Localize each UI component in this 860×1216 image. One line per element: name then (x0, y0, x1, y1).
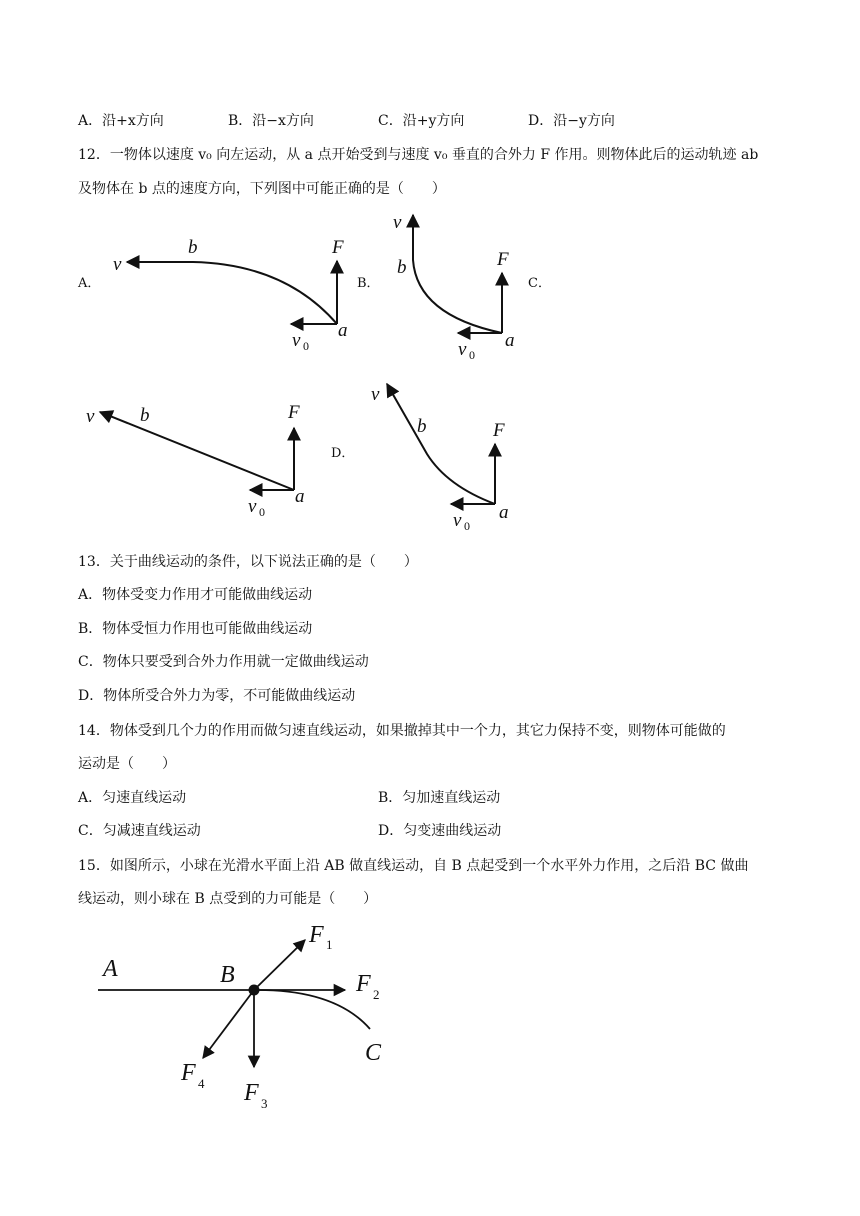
b-label: b (417, 416, 427, 437)
q15-stem-line1: 15．如图所示，小球在光滑水平面上沿 AB 做直线运动，自 B 点起受到一个水平外力作用，之后沿 BC 做曲 (78, 858, 749, 874)
F-label: F (332, 237, 344, 258)
force-f4-arrow (203, 990, 254, 1058)
q14-option-d: D．匀变速曲线运动 (378, 823, 502, 839)
force-f1-arrow (254, 940, 305, 990)
v-label: v (86, 406, 95, 427)
q13-option-b: B．物体受恒力作用也可能做曲线运动 (78, 621, 313, 637)
q11-option-b: B．沿−x方向 (228, 113, 314, 129)
q13-option-d: D．物体所受合外力为零，不可能做曲线运动 (78, 688, 356, 704)
F-label: F (497, 249, 509, 270)
v0-label: v (458, 339, 467, 360)
label-f3: F (244, 1080, 259, 1106)
q12-figure-c (80, 398, 330, 523)
label-c: C (365, 1040, 382, 1066)
v0-label: v (292, 330, 301, 351)
q15-figure (95, 915, 405, 1120)
q11-option-c: C．沿+y方向 (378, 113, 465, 129)
label-f2-subscript: 2 (373, 987, 380, 1002)
a-label: a (295, 486, 305, 507)
v0-subscript: 0 (303, 339, 309, 353)
q13-stem: 13．关于曲线运动的条件，以下说法正确的是（ ） (78, 554, 418, 570)
q11-option-a: A．沿+x方向 (78, 113, 164, 129)
label-b: B (220, 962, 235, 988)
F-label: F (288, 402, 300, 423)
label-a: A (103, 956, 118, 982)
q12-option-c-label: C． (528, 276, 551, 291)
q12-figure-d (365, 376, 535, 536)
F-label: F (493, 420, 505, 441)
v0-subscript: 0 (259, 505, 265, 519)
trajectory-curve (413, 215, 502, 333)
label-f2: F (356, 971, 371, 997)
q11-option-d: D．沿−y方向 (528, 113, 615, 129)
q12-stem-line1: 12．一物体以速度 v₀ 向左运动，从 a 点开始受到与速度 v₀ 垂直的合外力 F 作用。则物体此后的运动轨迹 ab (78, 147, 759, 163)
curve-bc (254, 990, 370, 1029)
q14-stem-line2: 运动是（ ） (78, 756, 176, 772)
q14-option-c: C．匀减速直线运动 (78, 823, 201, 839)
a-label: a (505, 330, 515, 351)
label-f1-subscript: 1 (326, 937, 333, 952)
q12-figure-a (105, 228, 355, 358)
q12-option-b-label: B． (357, 276, 380, 291)
v-label: v (371, 384, 380, 405)
q14-option-a: A．匀速直线运动 (78, 790, 187, 806)
b-label: b (397, 257, 407, 278)
q14-stem-line1: 14．物体受到几个力的作用而做匀速直线运动，如果撤掉其中一个力，其它力保持不变，则物体可能做的 (78, 723, 726, 739)
b-label: b (188, 237, 198, 258)
v0-subscript: 0 (464, 519, 470, 533)
v0-label: v (248, 496, 257, 517)
q12-option-a-label: A． (78, 276, 101, 291)
q13-option-c: C．物体只要受到合外力作用就一定做曲线运动 (78, 654, 369, 670)
q12-stem-line2: 及物体在 b 点的速度方向，下列图中可能正确的是（ ） (78, 181, 446, 197)
label-f4-subscript: 4 (198, 1076, 205, 1091)
v0-label: v (453, 510, 462, 531)
q12-figure-b (385, 205, 535, 365)
label-f3-subscript: 3 (261, 1096, 268, 1111)
a-label: a (338, 320, 348, 341)
label-f1: F (309, 922, 324, 948)
a-label: a (499, 502, 509, 523)
q14-option-b: B．匀加速直线运动 (378, 790, 501, 806)
label-f4: F (181, 1060, 196, 1086)
v-label: v (393, 212, 402, 233)
q13-option-a: A．物体受变力作用才可能做曲线运动 (78, 587, 313, 603)
q12-option-d-label: D． (331, 446, 355, 461)
trajectory-line (100, 412, 294, 490)
point-b-dot (249, 985, 260, 996)
trajectory-curve (387, 384, 495, 504)
v-label: v (113, 254, 122, 275)
b-label: b (140, 405, 150, 426)
q15-stem-line2: 线运动，则小球在 B 点受到的力可能是（ ） (78, 891, 378, 907)
v0-subscript: 0 (469, 348, 475, 362)
trajectory-curve (127, 262, 337, 324)
